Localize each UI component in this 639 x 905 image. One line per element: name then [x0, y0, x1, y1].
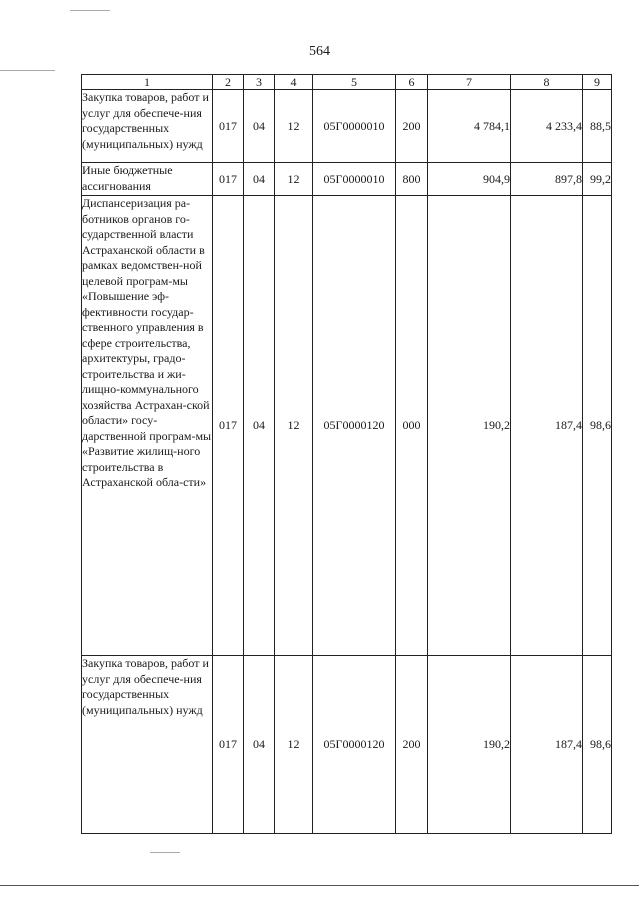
- cell-value-8: 187,4: [511, 196, 583, 656]
- cell-code-3: 04: [244, 196, 275, 656]
- cell-value-7: 190,2: [428, 196, 511, 656]
- row-name-cell: Закупка товаров, работ и услуг для обеспече-ния государственных (муниципальных) нужд: [82, 656, 213, 834]
- cell-code-5: 05Г0000120: [313, 196, 396, 656]
- cell-value-8: 897,8: [511, 163, 583, 196]
- table-row: [82, 90, 612, 163]
- row-name-cell: Иные бюджетные ассигнования: [82, 163, 213, 196]
- cell-value-8: 4 233,4: [511, 90, 583, 163]
- cell-code-4: 12: [275, 196, 313, 656]
- header-cell: 1: [82, 75, 213, 90]
- cell-value-9: 88,5: [583, 90, 612, 163]
- cell-code-5: 05Г0000120: [313, 656, 396, 834]
- budget-table: [81, 74, 612, 834]
- cell-code-4: 12: [275, 90, 313, 163]
- cell-code-2: 017: [213, 90, 244, 163]
- cell-code-3: 04: [244, 656, 275, 834]
- table-row: [82, 163, 612, 196]
- cell-code-4: 12: [275, 163, 313, 196]
- header-cell: 7: [428, 75, 511, 90]
- scan-speck: [150, 852, 180, 853]
- cell-code-5: 05Г0000010: [313, 90, 396, 163]
- cell-code-2: 017: [213, 163, 244, 196]
- header-cell: 5: [313, 75, 396, 90]
- table-row: [82, 196, 612, 656]
- cell-value-9: 98,6: [583, 656, 612, 834]
- cell-code-6: 000: [396, 196, 428, 656]
- cell-value-7: 904,9: [428, 163, 511, 196]
- cell-code-6: 200: [396, 656, 428, 834]
- header-cell: 3: [244, 75, 275, 90]
- table-header-row: [82, 75, 612, 90]
- cell-code-6: 200: [396, 90, 428, 163]
- cell-value-9: 99,2: [583, 163, 612, 196]
- cell-code-4: 12: [275, 656, 313, 834]
- cell-code-3: 04: [244, 90, 275, 163]
- cell-value-8: 187,4: [511, 656, 583, 834]
- cell-value-7: 4 784,1: [428, 90, 511, 163]
- cell-code-6: 800: [396, 163, 428, 196]
- header-cell: 8: [511, 75, 583, 90]
- header-cell: 6: [396, 75, 428, 90]
- cell-code-5: 05Г0000010: [313, 163, 396, 196]
- header-cell: 9: [583, 75, 612, 90]
- bottom-rule: [0, 885, 639, 886]
- page-number: 564: [309, 44, 330, 59]
- row-name-cell: Закупка товаров, работ и услуг для обеспече-ния государственных (муниципальных) нужд: [82, 90, 213, 163]
- cell-code-2: 017: [213, 656, 244, 834]
- cell-value-9: 98,6: [583, 196, 612, 656]
- cell-value-7: 190,2: [428, 656, 511, 834]
- row-name-cell: Диспансеризация ра-ботников органов го-сударственной власти Астраханской области в рамках ведомствен-ной целевой програм-мы «Повышение эф-фективности государ-ственного управления в сфере строительства, архитектуры, градо-строительства и жи-лищно-коммунального хозяйства Астрахан-ской области» госу-дарственной програм-мы «Развитие жилищ-ного строительства в Астраханской обла-сти»: [82, 196, 213, 656]
- cell-code-3: 04: [244, 163, 275, 196]
- header-cell: 4: [275, 75, 313, 90]
- header-cell: 2: [213, 75, 244, 90]
- scan-speck: [70, 10, 110, 11]
- table-row: [82, 656, 612, 834]
- cell-code-2: 017: [213, 196, 244, 656]
- scan-speck: [0, 70, 55, 71]
